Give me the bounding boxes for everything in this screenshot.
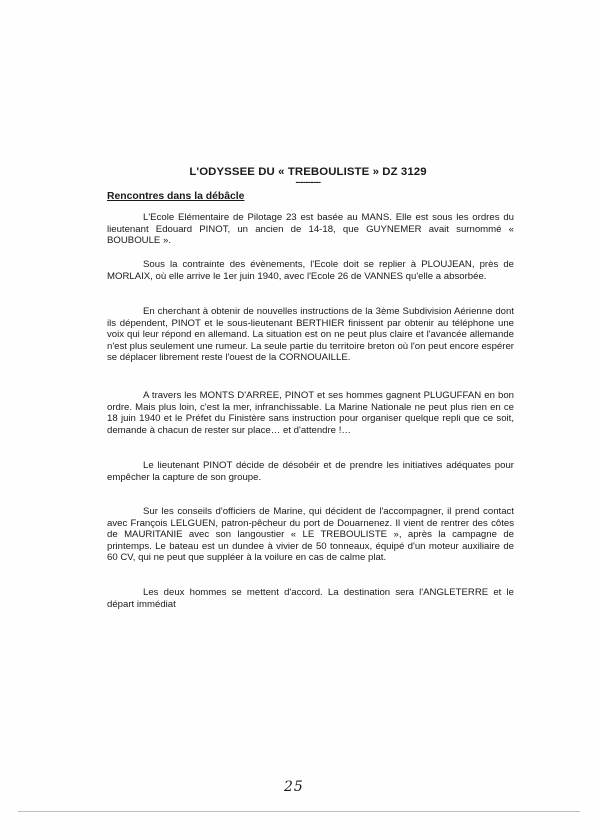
paragraph-6: Sur les conseils d'officiers de Marine, qui décident de l'accompagner, il prend contact avec François LELGUEN, patron-pêcheur du port de Douarnenez. Il vient de rentrer des côtes de MAURITANIE avec son langoustier « LE TREBOULISTE », après la campagne de printemps. Le bateau est un dundee à vivier de 50 tonneaux, équipé d'un moteur auxiliaire de 60 CV, qui ne peut que suppléer à la voilure en cas de calme plat. [107, 506, 514, 564]
section-heading: Rencontres dans la débâcle [107, 191, 245, 202]
bottom-divider [18, 811, 580, 812]
paragraph-2: Sous la contrainte des évènements, l'Ecole doit se replier à PLOUJEAN, près de MORLAIX, où elle arrive le 1er juin 1940, avec l'Ecole 26 de VANNES qu'elle a absorbée. [107, 259, 514, 282]
paragraph-1: L'Ecole Elémentaire de Pilotage 23 est basée au MANS. Elle est sous les ordres du lieutenant Edouard PINOT, un ancien de 14-18, que GUYNEMER avait surnommé « BOUBOULE ». [107, 212, 514, 247]
document-title: L'ODYSSEE DU « TREBOULISTE » DZ 3129 [189, 166, 427, 178]
page-number: 25 [284, 779, 304, 795]
paragraph-7: Les deux hommes se mettent d'accord. La destination sera l'ANGLETERRE et le départ immédiat [107, 587, 514, 610]
paragraph-3: En cherchant à obtenir de nouvelles instructions de la 3ème Subdivision Aérienne dont ils dépendent, PINOT et le sous-lieutenant BERTHIER finissent par obtenir au téléphone une voix qui leur répond en allemand. La situation est on ne peut plus claire et l'avancée allemande n'est plus seulement une rumeur. La seule partie du territoire breton où l'on peut encore espérer se déplacer librement reste l'ouest de la CORNOUAILLE. [107, 306, 514, 364]
paragraph-5: Le lieutenant PINOT décide de désobéir et de prendre les initiatives adéquates pour empêcher la capture de son groupe. [107, 460, 514, 483]
title-underline-dashes: ---------- [295, 177, 321, 187]
paragraph-4: A travers les MONTS D'ARREE, PINOT et ses hommes gagnent PLUGUFFAN en bon ordre. Mais plus loin, c'est la mer, infranchissable. La Marine Nationale ne peut plus rien en ce 18 juin 1940 et le Préfet du Finistère sans instruction pour organiser quelque repli que ce soit, demande à chacun de rester sur place… et d'attendre !… [107, 390, 514, 436]
